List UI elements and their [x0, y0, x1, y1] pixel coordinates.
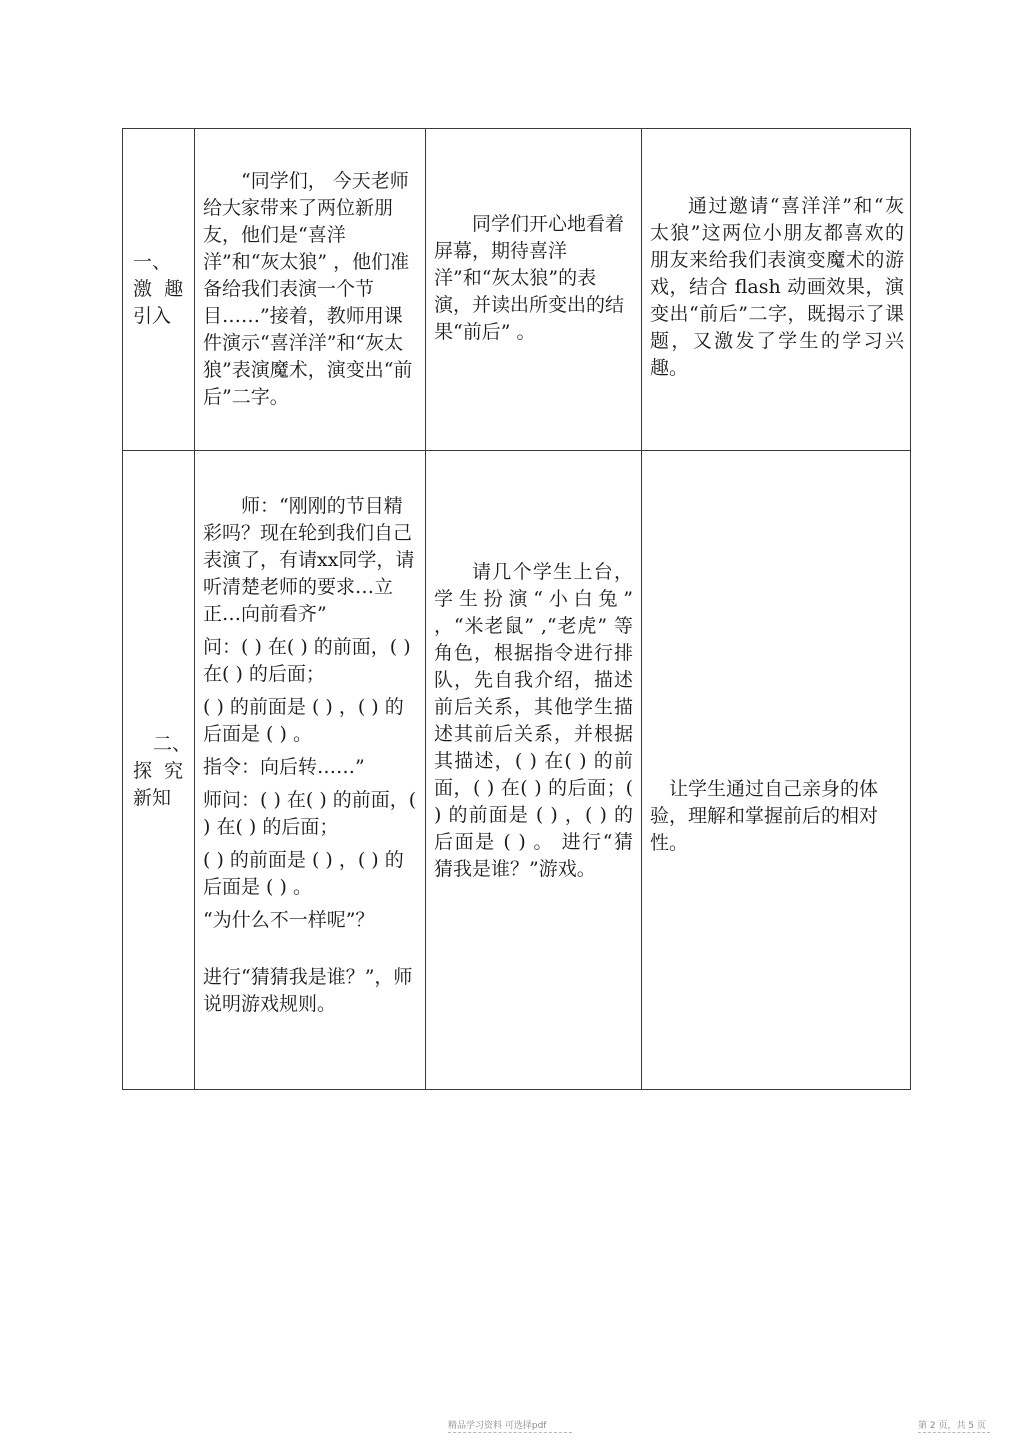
stage-cell: [123, 129, 195, 451]
stage-label-line: 激 趣: [133, 278, 184, 300]
design-intent-cell: [642, 129, 911, 451]
stage-label-line: 探 究: [133, 760, 184, 782]
student-activity-text: 请几个学生上台，学生扮演“小白兔” ，“米老鼠” ,“老虎” 等角色，根据指令进行排队，先自我介绍，描述前后关系，其他学生描述其前后关系，并根据其描述，( ) 在( ) 的前面，( ) 在( ) 的后面；( ) 的前面是 ( ) ，( ) 的后面是 ( ) 。 进行“猜猜我是谁？”游戏。: [434, 561, 633, 880]
design-intent-text: 让学生通过自己亲身的体验，理解和掌握前后的相对性。: [650, 778, 879, 854]
teacher-activity-cell: [195, 451, 426, 1090]
teacher-question-text: 问：( ) 在( ) 的前面，( ) 在( ) 的后面；: [203, 636, 411, 685]
teacher-question-text: 师问：( ) 在( ) 的前面，( ) 在( ) 的后面；: [203, 789, 417, 838]
footer-source-label: 精品学习资料 可选择pdf: [448, 1421, 547, 1431]
design-intent-text: 通过邀请“喜洋洋”和“灰太狼”这两位小朋友都喜欢的朋友来给我们表演变魔术的游戏，结合 flash 动画效果，演变出“前后”二字，既揭示了课题，又激发了学生的学习兴趣。: [650, 195, 904, 379]
student-activity-text: 同学们开心地看着屏幕，期待喜洋洋”和“灰太狼”的表演，并读出所变出的结果“前后” 。: [434, 213, 625, 343]
teacher-instruction-text: 指令：向后转……”: [203, 756, 365, 778]
student-activity-cell: [426, 451, 642, 1090]
footer-divider: [918, 1432, 990, 1433]
stage-cell: [123, 451, 195, 1090]
footer-divider: [448, 1432, 572, 1433]
stage-label-line: 二、: [153, 733, 192, 755]
teacher-game-text: 进行“猜猜我是谁？”，师说明游戏规则。: [203, 966, 413, 1015]
teacher-question-text: “为什么不一样呢”？: [203, 909, 375, 931]
table-row: [123, 129, 911, 451]
design-intent-cell: [642, 451, 911, 1090]
teacher-question-text: ( ) 的前面是 ( ) ，( ) 的后面是 ( ) 。: [203, 696, 404, 745]
table-row: [123, 451, 911, 1090]
teacher-activity-text: 师：“刚刚的节目精彩吗？现在轮到我们自己表演了，有请xx同学，请听清楚老师的要求…立正…向前看齐”: [203, 495, 415, 625]
student-activity-cell: [426, 129, 642, 451]
stage-label-line: 引入: [133, 305, 172, 327]
lesson-plan-table: [122, 128, 911, 1090]
stage-label-line: 新知: [133, 787, 172, 809]
footer-page-number: 第 2 页，共 5 页: [918, 1421, 986, 1431]
teacher-question-text: ( ) 的前面是 ( ) ，( ) 的后面是 ( ) 。: [203, 849, 404, 898]
teacher-activity-cell: [195, 129, 426, 451]
teacher-activity-text: “同学们， 今天老师给大家带来了两位新朋友，他们是“喜洋洋”和“灰太狼” ，他们准备给我们表演一个节目……”接着，教师用课件演示“喜洋洋”和“灰太狼”表演魔术，演变出“前后”二字。: [203, 170, 413, 408]
stage-label-line: 一、: [133, 251, 172, 273]
